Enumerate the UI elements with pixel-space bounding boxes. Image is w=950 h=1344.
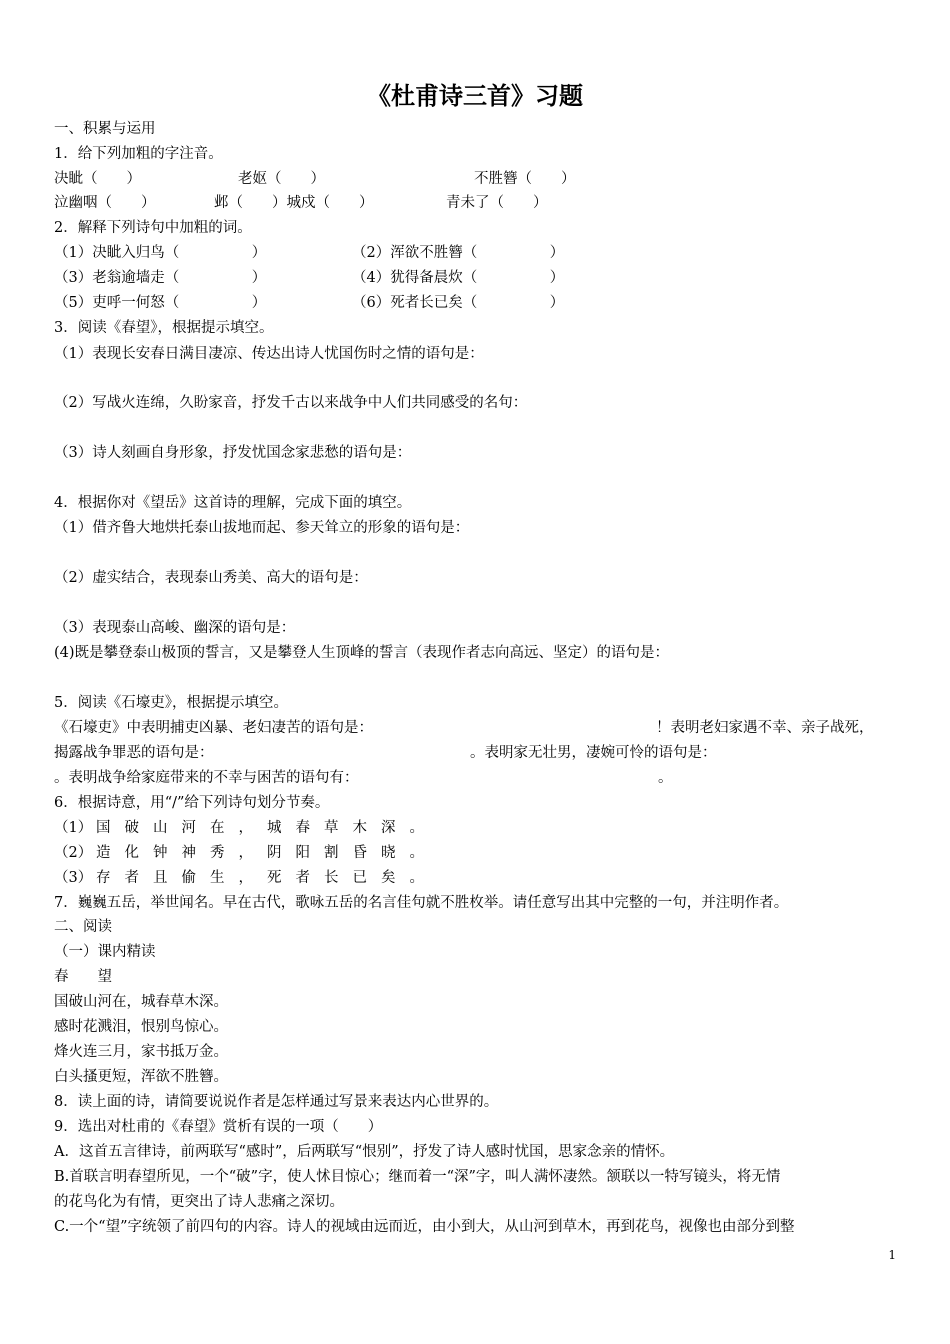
question-1: 1．给下列加粗的字注音。 (54, 146, 223, 162)
q1-item: 泣幽咽（ ） (54, 195, 156, 211)
q4-item: (4)既是攀登泰山极顶的誓言，又是攀登人生顶峰的誓言（表现作者志向高远、坚定）的语句是： (54, 645, 670, 661)
question-9: 9．选出对杜甫的《春望》赏析有误的一项（ ） (54, 1119, 383, 1135)
question-3: 3．阅读《春望》，根据提示填空。 (54, 320, 274, 336)
question-2: 2．解释下列诗句中加粗的词。 (54, 220, 252, 236)
q6-item: 造化钟神秀，阴阳割昏晓。 (96, 845, 438, 861)
poem-line: 国破山河在，城春草木深。 (54, 994, 228, 1010)
q6-item-number: （3） (54, 870, 93, 886)
q9-option-c: C.一个“望”字统领了前四句的内容。诗人的视域由远而近，由小到大，从山河到草木，再到花鸟，视像也由部分到整 (54, 1219, 795, 1235)
q1-item: 老妪（ ） (238, 171, 325, 187)
q6-item-number: （2） (54, 845, 93, 861)
q6-item: 存者且偷生，死者长已矣。 (96, 870, 438, 886)
question-6: 6．根据诗意，用“/”给下列诗句划分节奏。 (54, 795, 330, 811)
q6-item: 国破山河在，城春草木深。 (96, 820, 438, 836)
q1-item: 不胜簪（ ） (474, 171, 576, 187)
poem-line: 白头搔更短，浑欲不胜簪。 (54, 1069, 228, 1085)
q2-item: （1）决眦入归鸟（ ） (54, 245, 267, 261)
q3-item: （3）诗人刻画自身形象，抒发忧国念家悲愁的语句是： (54, 445, 412, 461)
q9-option-a: A．这首五言律诗，前两联写“感时”，后两联写“恨别”，抒发了诗人感时忧国，思家念亲的情怀。 (54, 1144, 675, 1160)
q9-option-b-cont: 的花鸟化为有情，更突出了诗人悲痛之深切。 (54, 1194, 344, 1210)
question-4: 4．根据你对《望岳》这首诗的理解，完成下面的填空。 (54, 495, 412, 511)
q4-item: （3）表现泰山高峻、幽深的语句是： (54, 620, 296, 636)
q6-item-number: （1） (54, 820, 93, 836)
question-5: 5．阅读《石壕吏》，根据提示填空。 (54, 695, 288, 711)
q3-item: （2）写战火连绵，久盼家音，抒发千古以来战争中人们共同感受的名句： (54, 395, 528, 411)
q2-item: （3）老翁逾墙走（ ） (54, 270, 267, 286)
q9-option-b: B.首联言明春望所见，一个“破”字，使人怵目惊心；继而着一“深”字，叫人满怀凄然。颔联以一特写镜头，将无情 (54, 1169, 781, 1185)
q5-text: 揭露战争罪恶的语句是： (54, 745, 214, 761)
q2-item: （6）死者长已矣（ ） (352, 295, 565, 311)
q5-text: 。 (658, 770, 673, 786)
question-7: 7．巍巍五岳，举世闻名。早在古代，歌咏五岳的名言佳句就不胜枚举。请任意写出其中完整的一句，并注明作者。 (54, 895, 789, 911)
page-number: 1 (888, 1248, 896, 1262)
section-heading: 二、阅读 (54, 919, 112, 935)
q2-item: （2）浑欲不胜簪（ ） (352, 245, 565, 261)
q4-item: （1）借齐鲁大地烘托泰山拔地而起、参天耸立的形象的语句是： (54, 520, 470, 536)
q2-item: （5）吏呼一何怒（ ） (54, 295, 267, 311)
q1-item: 青未了（ ） (446, 195, 548, 211)
q5-text: 《石壕吏》中表明捕吏凶暴、老妇凄苦的语句是： (54, 720, 373, 736)
q3-item: （1）表现长安春日满目凄凉、传达出诗人忧国伤时之情的语句是： (54, 346, 484, 362)
q1-item: 邺（ ）城戍（ ） (214, 195, 374, 211)
q5-text: 。表明战争给家庭带来的不幸与困苦的语句有： (54, 770, 359, 786)
page-title: 《杜甫诗三首》习题 (367, 81, 583, 110)
question-8: 8．读上面的诗，请简要说说作者是怎样通过写景来表达内心世界的。 (54, 1094, 499, 1110)
q1-item: 决眦（ ） (54, 171, 141, 187)
q5-text: ！表明老妇家遇不幸、亲子战死， (656, 720, 874, 736)
q4-item: （2）虚实结合，表现泰山秀美、高大的语句是： (54, 570, 368, 586)
q2-item: （4）犹得备晨炊（ ） (352, 270, 565, 286)
q5-text: 。表明家无壮男，凄婉可怜的语句是： (470, 745, 717, 761)
subsection-heading: （一）课内精读 (54, 944, 156, 960)
poem-line: 烽火连三月，家书抵万金。 (54, 1044, 228, 1060)
section-heading: 一、积累与运用 (54, 121, 156, 137)
poem-title: 春 望 (54, 969, 112, 985)
poem-line: 感时花溅泪，恨别鸟惊心。 (54, 1019, 228, 1035)
